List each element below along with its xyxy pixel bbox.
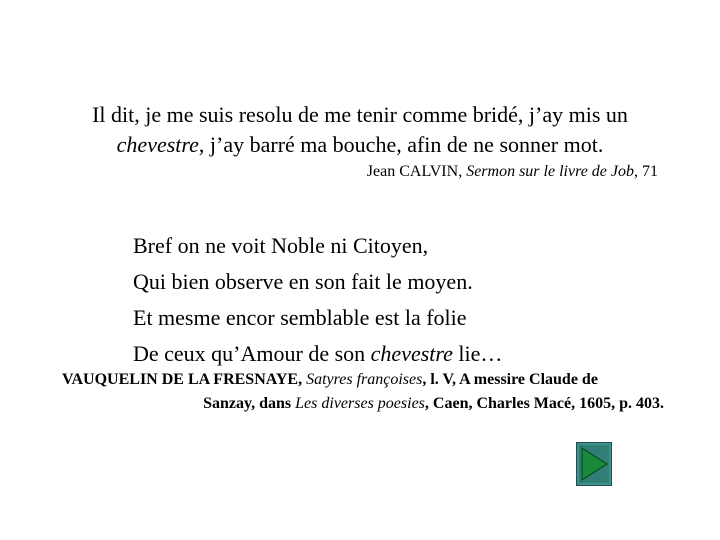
citation-calvin-author: Jean CALVIN	[366, 163, 459, 180]
play-next-icon	[576, 442, 612, 486]
poem-vauquelin	[133, 228, 502, 372]
citation-vauquelin-rest2-pre: Sanzay, dans	[203, 395, 296, 412]
quote-calvin	[40, 100, 680, 160]
citation-vauquelin	[62, 368, 666, 416]
poem-line-4-pre: De ceux qu’Amour de son	[133, 341, 371, 366]
citation-calvin-work: Sermon sur le livre de Job	[466, 163, 634, 180]
poem-line-1: Bref on ne voit Noble ni Citoyen,	[133, 233, 429, 258]
quote-calvin-line1: Il dit, je me suis resolu de me tenir comme bridé, j’ay mis un	[92, 102, 628, 127]
poem-line-4-italic: chevestre	[370, 341, 453, 366]
citation-vauquelin-line2	[62, 392, 666, 416]
citation-calvin	[200, 162, 658, 182]
quote-calvin-italic-word: chevestre	[116, 132, 199, 157]
poem-line-4	[133, 336, 502, 372]
citation-calvin-separator: ,	[458, 163, 467, 180]
citation-vauquelin-rest2-post: , Caen, Charles Macé, 1605, p. 403.	[424, 395, 664, 412]
poem-line-3: Et mesme encor semblable est la folie	[133, 305, 467, 330]
citation-vauquelin-work2: Les diverses poesies	[295, 395, 425, 412]
poem-line-4-post: lie…	[452, 341, 503, 366]
citation-vauquelin-work: Satyres françoises	[306, 371, 423, 388]
citation-vauquelin-rest1: , l. V, A messire Claude de	[422, 371, 598, 388]
quote-calvin-line2: , j’ay barré ma bouche, afin de ne sonner mot.	[198, 132, 604, 157]
citation-calvin-page: , 71	[634, 163, 658, 180]
next-slide-button[interactable]	[576, 442, 612, 486]
citation-vauquelin-author: VAUQUELIN DE LA FRESNAYE,	[62, 371, 307, 388]
citation-vauquelin-line1	[62, 368, 666, 392]
poem-line-2: Qui bien observe en son fait le moyen.	[133, 269, 473, 294]
